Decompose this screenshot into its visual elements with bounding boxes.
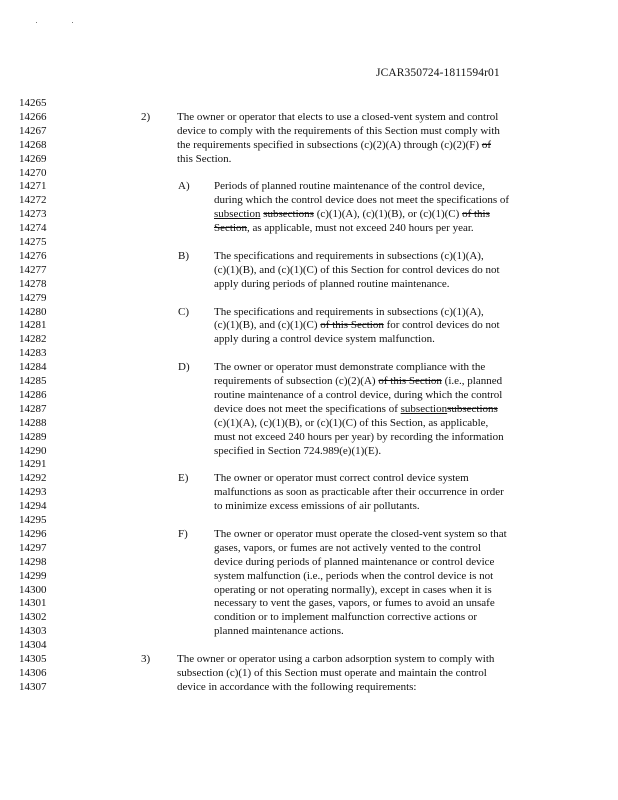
line-14276 (0, 249, 618, 263)
line-14285 (0, 374, 618, 388)
inserted-text: subsection (400, 402, 448, 415)
line-number: 14279 (19, 291, 47, 304)
line-number: 14288 (19, 416, 47, 429)
line-14295 (0, 513, 618, 527)
line-14271 (0, 179, 618, 193)
line-text (214, 388, 502, 402)
line-14298 (0, 555, 618, 569)
line-14274 (0, 221, 618, 235)
text-run: The owner or operator using a carbon adsorption system to comply with (177, 653, 495, 665)
text-run: during which the control device does not meet the specifications of (214, 194, 510, 207)
line-number: 14300 (19, 583, 47, 596)
line-number: 14297 (19, 541, 47, 554)
line-14284 (0, 360, 618, 374)
line-text (214, 193, 509, 207)
line-14290 (0, 444, 618, 458)
line-text (214, 624, 344, 638)
line-number: 14301 (19, 597, 47, 610)
line-number: 14273 (19, 208, 47, 221)
line-number: 14268 (19, 138, 47, 151)
text-run: The owner or operator must operate the closed-vent system so that (214, 527, 507, 540)
line-number: 14298 (19, 555, 47, 568)
line-text (214, 527, 507, 541)
line-text (214, 444, 381, 458)
line-14282 (0, 332, 618, 346)
line-14292 (0, 471, 618, 485)
line-text (214, 485, 504, 499)
line-text (214, 555, 494, 569)
text-run: must not exceed 240 hours per year) by recording the information (214, 430, 504, 443)
text-run: The owner or operator must correct control device system (214, 472, 469, 485)
line-text (214, 305, 484, 319)
line-text (177, 652, 494, 666)
subsection-label: D) (178, 361, 190, 374)
text-run: device during periods of planned maintenance or control device (214, 555, 495, 568)
deleted-text: of (481, 138, 492, 151)
text-run: to minimize excess emissions of air pollutants. (214, 500, 420, 513)
text-run: malfunctions as soon as practicable after their occurrence in order (214, 486, 504, 499)
line-number: 14270 (19, 166, 47, 179)
text-run: the requirements specified in subsections (c)(2)(A) through (c)(2)(F) (177, 138, 482, 151)
line-number: 14307 (19, 680, 47, 693)
line-number: 14296 (19, 527, 47, 540)
line-14306 (0, 666, 618, 680)
line-number: 14290 (19, 444, 47, 457)
text-run: (c)(1)(B), and (c)(1)(C) (214, 319, 321, 332)
line-14294 (0, 499, 618, 513)
text-run: The owner or operator that elects to use a closed-vent system and control (177, 110, 499, 123)
line-number: 14280 (19, 305, 47, 318)
line-number: 14275 (19, 236, 47, 248)
line-14266 (0, 110, 618, 124)
line-14275 (0, 235, 618, 249)
text-run: apply during periods of planned routine maintenance. (214, 277, 450, 290)
line-text (214, 471, 469, 485)
inserted-text: subsection (214, 208, 261, 221)
text-run: gases, vapors, or fumes are not actively vented to the control (214, 541, 481, 554)
line-text (214, 221, 474, 235)
line-14280 (0, 305, 618, 319)
line-14293 (0, 485, 618, 499)
text-run: condition or to implement malfunction corrective actions or (214, 611, 478, 624)
text-run: necessary to vent the gases, vapors, or fumes to avoid an unsafe (214, 597, 495, 610)
line-14277 (0, 263, 618, 277)
line-14278 (0, 277, 618, 291)
line-14273 (0, 207, 618, 221)
text-run: device to comply with the requirements of this Section must comply with (177, 124, 500, 137)
line-14272 (0, 193, 618, 207)
line-text (214, 374, 502, 388)
line-text (214, 318, 500, 332)
line-14302 (0, 610, 618, 624)
line-text (214, 207, 490, 221)
deleted-text: of this (462, 208, 490, 221)
line-text (214, 332, 435, 346)
line-14300 (0, 583, 618, 597)
text-run: The specifications and requirements in subsections (c)(1)(A), (214, 249, 484, 262)
line-text (214, 249, 484, 263)
text-run: device does not meet the specifications of (214, 402, 401, 415)
line-14267 (0, 124, 618, 138)
line-14289 (0, 430, 618, 444)
line-number: 14291 (19, 458, 47, 471)
line-14304 (0, 638, 618, 652)
text-run: (c)(1)(B), and (c)(1)(C) of this Section for control devices do not (214, 263, 500, 276)
line-14303 (0, 624, 618, 638)
line-14296 (0, 527, 618, 541)
line-number: 14281 (19, 319, 47, 332)
subsection-label: F) (178, 527, 188, 540)
text-run: subsection (c)(1) of this Section must operate and maintain the control (177, 666, 487, 679)
text-run: for control devices do not (383, 319, 500, 332)
line-text (177, 152, 231, 166)
line-text (214, 499, 420, 513)
line-14265 (0, 96, 618, 110)
line-text (214, 430, 504, 444)
text-run: requirements of subsection (c)(2)(A) (214, 375, 379, 387)
line-number: 14277 (19, 263, 47, 276)
line-14291 (0, 457, 618, 471)
line-number: 14266 (19, 110, 47, 123)
line-text (214, 596, 495, 610)
line-text (214, 416, 488, 430)
line-number: 14267 (19, 124, 47, 137)
line-number: 14283 (19, 347, 47, 360)
text-run: The owner or operator must demonstrate compliance with the (214, 361, 486, 374)
line-text (214, 263, 500, 277)
deleted-text: of this Section (320, 319, 384, 332)
text-run: (i.e., planned (441, 375, 503, 387)
document-id: JCAR350724-1811594r01 (376, 67, 500, 79)
line-14281 (0, 318, 618, 332)
line-number: 14271 (19, 180, 47, 193)
subsection-label: C) (178, 305, 189, 318)
text-run: device in accordance with the following requirements: (177, 680, 417, 693)
line-text (177, 138, 491, 152)
line-text (214, 541, 481, 555)
deleted-text: Section (214, 222, 247, 235)
line-number: 14299 (19, 569, 47, 582)
line-text (177, 124, 500, 138)
deleted-text: of this Section (378, 375, 442, 387)
text-run: Periods of planned routine maintenance of the control device, (214, 180, 485, 193)
line-text (214, 610, 477, 624)
line-number: 14287 (19, 402, 47, 415)
line-text (177, 666, 487, 680)
line-14307 (0, 680, 618, 694)
line-14270 (0, 166, 618, 180)
line-number: 14293 (19, 486, 47, 499)
line-number: 14305 (19, 653, 47, 665)
subsection-label: E) (178, 472, 189, 485)
deleted-text: subsections (447, 402, 498, 415)
line-text (177, 110, 498, 124)
line-14279 (0, 291, 618, 305)
line-number: 14284 (19, 361, 47, 374)
subsection-label: A) (178, 180, 190, 193)
line-text (214, 402, 498, 416)
text-run: operating or not operating normally), except in cases when it is (214, 583, 492, 596)
line-number: 14285 (19, 375, 47, 387)
text-run: The specifications and requirements in subsections (c)(1)(A), (214, 305, 484, 318)
line-text (214, 360, 485, 374)
line-number: 14286 (19, 388, 47, 401)
line-number: 14289 (19, 430, 47, 443)
text-run: specified in Section 724.989(e)(1)(E). (214, 444, 382, 457)
line-text (214, 583, 492, 597)
line-number: 14276 (19, 249, 47, 262)
line-14297 (0, 541, 618, 555)
text-run: (c)(1)(A), (c)(1)(B), or (c)(1)(C) (313, 208, 463, 221)
line-14268 (0, 138, 618, 152)
line-number: 14304 (19, 639, 47, 652)
subsection-label: 3) (141, 653, 151, 665)
line-14286 (0, 388, 618, 402)
line-text (214, 277, 450, 291)
line-number: 14292 (19, 472, 47, 485)
line-number: 14274 (19, 222, 47, 235)
scan-speck (72, 22, 73, 23)
line-number: 14295 (19, 514, 47, 526)
line-number: 14272 (19, 194, 47, 207)
text-run: this Section. (177, 152, 232, 165)
line-text (177, 680, 416, 694)
line-number: 14282 (19, 333, 47, 346)
line-text (214, 179, 485, 193)
text-run: apply during a control device system malfunction. (214, 333, 435, 346)
text-run: planned maintenance actions. (214, 625, 344, 638)
line-number: 14278 (19, 277, 47, 290)
text-run: (c)(1)(A), (c)(1)(B), or (c)(1)(C) of this Section, as applicable, (214, 416, 489, 429)
scan-speck (36, 22, 37, 23)
line-14269 (0, 152, 618, 166)
line-number: 14306 (19, 666, 47, 679)
line-number: 14269 (19, 152, 47, 165)
line-text (214, 569, 493, 583)
line-14305 (0, 652, 618, 666)
deleted-text: subsections (263, 208, 314, 221)
text-run: , as applicable, must not exceed 240 hours per year. (247, 222, 474, 235)
line-14283 (0, 346, 618, 360)
line-14288 (0, 416, 618, 430)
line-14299 (0, 569, 618, 583)
text-run: routine maintenance of a control device, during which the control (214, 388, 503, 401)
line-number: 14294 (19, 500, 47, 513)
subsection-label: 2) (141, 110, 151, 123)
line-number: 14265 (19, 97, 47, 109)
text-run: system malfunction (i.e., periods when the control device is not (214, 569, 494, 582)
line-14301 (0, 596, 618, 610)
line-number: 14303 (19, 625, 47, 638)
line-number: 14302 (19, 611, 47, 624)
line-14287 (0, 402, 618, 416)
subsection-label: B) (178, 249, 189, 262)
